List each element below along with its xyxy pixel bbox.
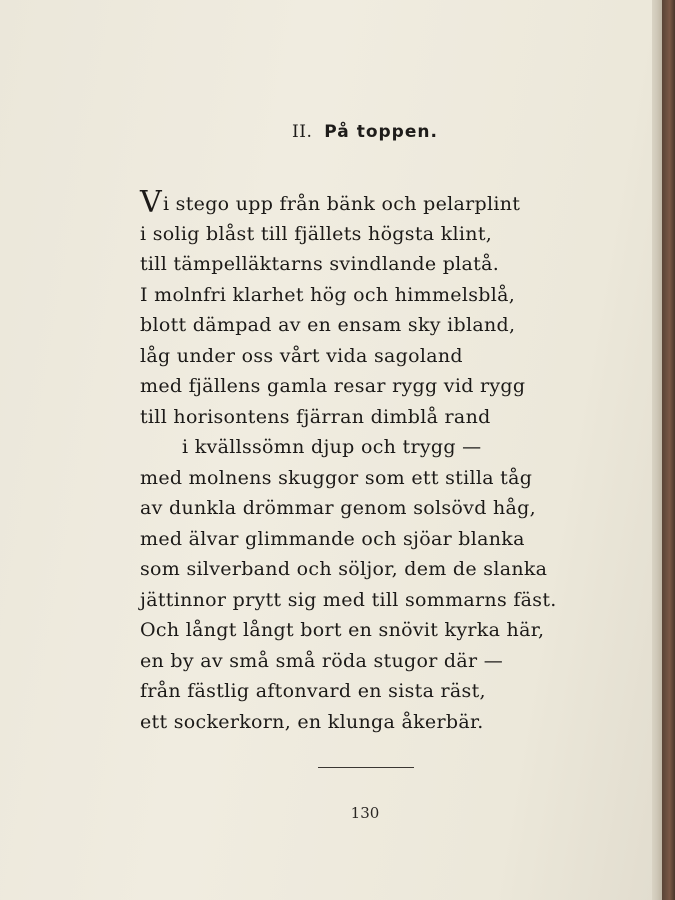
poem-line: Och långt långt bort en snövit kyrka här,	[140, 619, 545, 641]
drop-cap: V	[140, 185, 162, 220]
poem-heading	[0, 122, 675, 142]
poem-line: med fjällens gamla resar rygg vid rygg	[140, 375, 526, 397]
poem-line: i solig blåst till fjällets högsta klint,	[140, 222, 493, 245]
poem-line-1	[140, 185, 570, 220]
poem-line: av dunkla drömmar genom solsövd håg,	[140, 497, 536, 519]
poem-line: blott dämpad av en ensam sky ibland,	[140, 314, 516, 336]
page-number: 130	[350, 804, 380, 822]
poem-line: med molnens skuggor som ett stilla tåg	[140, 466, 533, 489]
poem-line: I molnfri klarhet hög och himmelsblå,	[140, 283, 516, 306]
poem-line: låg under oss vårt vida sagoland	[140, 344, 463, 367]
poem-line-1-text: i stego upp från bänk och pelarplint	[162, 193, 521, 215]
poem-line: jättinnor prytt sig med till sommarns fäst.	[140, 588, 557, 611]
poem-line: med älvar glimmande och sjöar blanka	[140, 527, 525, 550]
poem-line: som silverband och söljor, dem de slanka	[140, 558, 548, 580]
poem-line: till horisontens fjärran dimblå rand	[140, 405, 491, 428]
poem-text	[140, 185, 570, 737]
poem-title: På toppen.	[324, 122, 438, 142]
poem-line: till tämpelläktarns svindlande platå.	[140, 253, 500, 275]
poem-line: ett sockerkorn, en klunga åkerbär.	[140, 710, 484, 733]
end-rule	[318, 767, 414, 768]
section-numeral: II.	[292, 122, 313, 142]
poem-line: en by av små små röda stugor där —	[140, 649, 504, 672]
poem-line-indented: i kvällssömn djup och trygg —	[182, 436, 482, 458]
poem-line: från fästlig aftonvard en sista räst,	[140, 680, 486, 702]
